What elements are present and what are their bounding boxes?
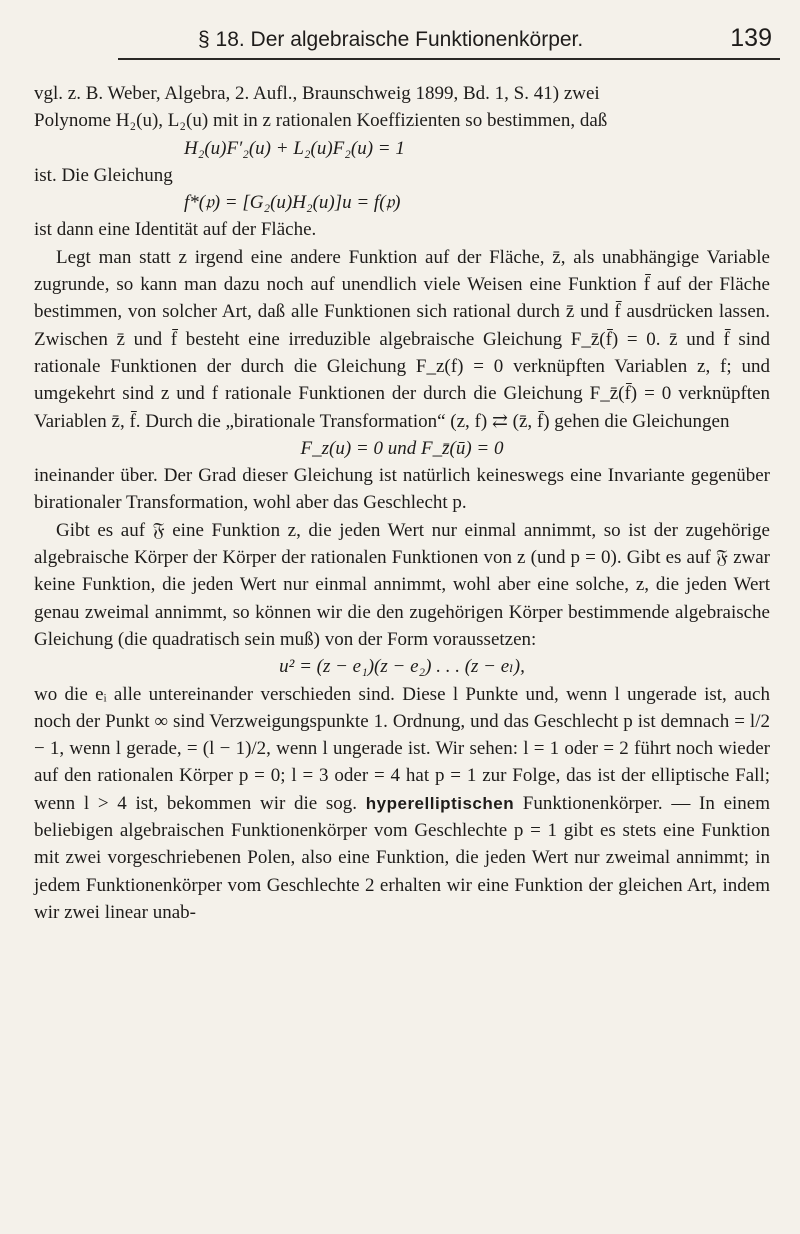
equation: F_z(u) = 0 und F_z̄(ū) = 0 (300, 437, 504, 459)
paragraph-part: wo die eᵢ alle untereinander verschieden sind. Diese l Punkte und, wenn l ungerade ist, auch noch der Punkt ∞ sind Verzweigungspunkte 1. Ordnung, und das Geschlecht p ist demnach = l/2 − 1, wenn l gerade, = (l − 1)/2, wenn l ungerade ist. Wir sehen: l = 1 oder = 2 führt noch wieder auf den rationalen Körper p = 0; l = 3 oder = 4 hat p = 1 zur Folge, das ist der elliptische Fall; wenn l > 4 ist, bekommen wir die sog. (34, 683, 770, 814)
paragraph-part: Funktionenkörper. — In einem beliebigen algebraischen Funktionenkörper vom Geschlechte p = 1 gibt es stets eine Funktion mit zwei vorgeschriebenen Polen, also eine Funktion, die jeden Wert nur zweimal annimmt; in jedem Funktionenkörper vom Geschlechte 2 erhalten wir eine Funktion der gleichen Art, indem wir zwei linear unab- (34, 792, 770, 923)
equation: u² = (z − e₁)(z − e₂) . . . (z − eₗ), (279, 656, 525, 678)
text-body (34, 80, 770, 926)
paragraph (34, 681, 770, 927)
text-line: ist dann eine Identität auf der Fläche. (34, 219, 317, 241)
text-line: ist. Die Gleichung (34, 164, 173, 186)
running-header (118, 18, 780, 60)
header-rule (118, 58, 780, 60)
paragraph: ineinander über. Der Grad dieser Gleichung ist natürlich keineswegs eine Invariante gegenüber birationaler Transformation, wohl aber das Geschlecht p. (34, 465, 770, 514)
emphasized-term: hyperelliptischen (365, 793, 515, 813)
text-line: Polynome H₂(u), L₂(u) mit in z rationalen Koeffizienten so bestimmen, daß (34, 110, 608, 132)
page-number: 139 (730, 24, 772, 52)
paragraph: Legt man statt z irgend eine andere Funktion auf der Fläche, z̄, als unabhängige Variable zugrunde, so kann man dazu noch auf unendlich viele Weisen eine Funktion f̄ auf der Fläche bestimmen, von solcher Art, daß alle Funktionen sich rational durch z̄ und f̄ ausdrücken lassen. Zwischen z̄ und f̄ besteht eine irreduzible algebraische Gleichung F_z̄(f̄) = 0. z̄ und f̄ sind rationale Funktionen der durch die Gleichung F_z(f) = 0 verknüpften Variablen z, f; und umgekehrt sind z und f rationale Funktionen der durch die Gleichung F_z̄(f̄) = 0 verknüpften Variablen z̄, f̄. Durch die „birationale Transformation“ (z, f) ⇄ (z̄, f̄) gehen die Gleichungen (34, 246, 770, 432)
paragraph: Gibt es auf 𝔉 eine Funktion z, die jeden Wert nur einmal annimmt, so ist der zugehörige algebraische Körper der Körper der rationalen Funktionen von z (und p = 0). Gibt es auf 𝔉 zwar keine Funktion, die jeden Wert nur einmal annimmt, wohl aber eine solche, z, die jeden Wert genau zweimal annimmt, so können wir die den zugehörigen Körper bestimmende algebraische Gleichung (die quadratisch sein muß) von der Form voraussetzen: (34, 519, 770, 650)
equation: f*(𝔭) = [G₂(u)H₂(u)]u = f(𝔭) (184, 192, 401, 214)
section-title: § 18. Der algebraische Funktionenkörper. (198, 28, 584, 51)
equation: H₂(u)F′₂(u) + L₂(u)F₂(u) = 1 (184, 137, 405, 159)
text-line: vgl. z. B. Weber, Algebra, 2. Aufl., Braunschweig 1899, Bd. 1, S. 41) zwei (34, 83, 600, 104)
